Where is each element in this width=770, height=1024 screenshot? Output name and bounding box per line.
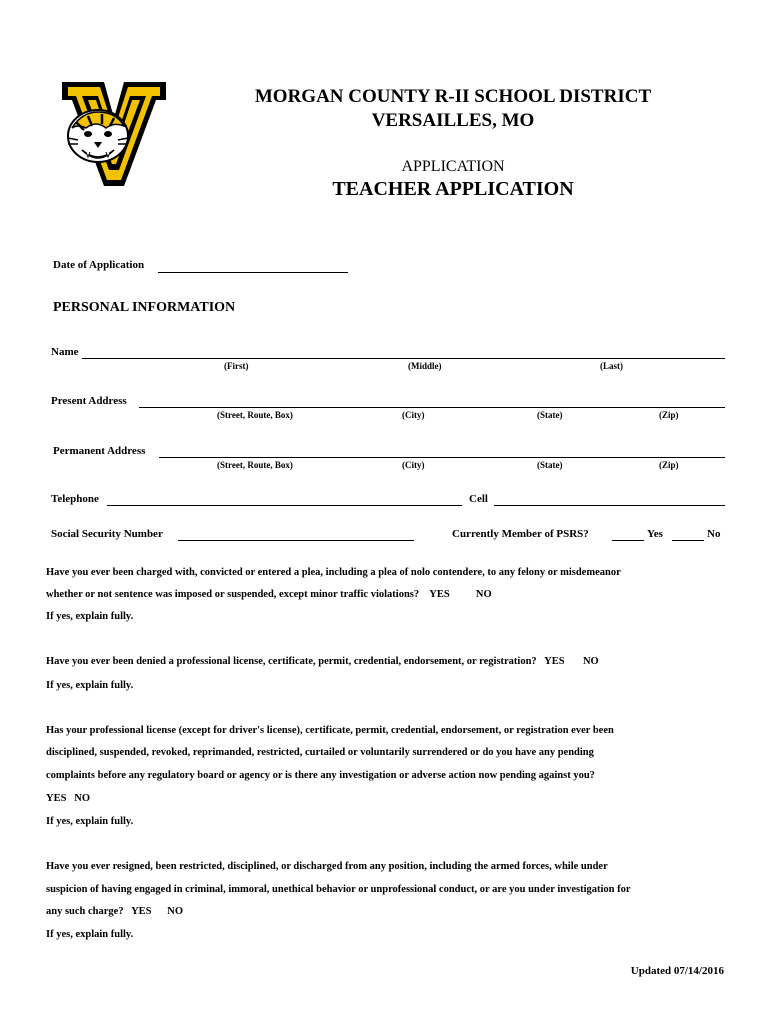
question-1-explain: If yes, explain fully. [46,611,134,622]
ssn-field[interactable] [178,540,414,541]
question-3-line-1: Has your professional license (except for driver's license), certificate, permit, credential, endorsement, or registration ever been [46,725,614,736]
name-middle-caption: (Middle) [408,361,442,371]
question-1-line-1: Have you ever been charged with, convicted or entered a plea, including a plea of nolo contendere, to any felony or misdemeanor [46,567,621,578]
psrs-label: Currently Member of PSRS? [452,528,589,540]
present-address-label: Present Address [51,395,127,407]
permanent-state-caption: (State) [537,460,563,470]
telephone-field[interactable] [107,505,462,506]
present-city-caption: (City) [402,410,425,420]
district-logo-icon [58,78,170,190]
district-name: MORGAN COUNTY R-II SCHOOL DISTRICT [254,86,652,107]
permanent-address-label: Permanent Address [53,445,146,457]
cell-label: Cell [469,493,488,505]
name-label: Name [51,346,79,358]
psrs-no-field[interactable] [672,540,704,541]
question-4-line-1: Have you ever resigned, been restricted, disciplined, or discharged from any position, including the armed forces, while under [46,861,608,872]
document-type: APPLICATION [401,158,505,175]
permanent-zip-caption: (Zip) [659,460,679,470]
question-3-explain: If yes, explain fully. [46,816,134,827]
personal-information-heading: PERSONAL INFORMATION [53,300,236,315]
cell-field[interactable] [494,505,725,506]
question-2-explain: If yes, explain fully. [46,680,134,691]
name-field[interactable] [82,358,725,359]
present-state-caption: (State) [537,410,563,420]
permanent-address-field[interactable] [159,457,725,458]
form-title: TEACHER APPLICATION [332,178,574,200]
question-3-line-3: complaints before any regulatory board or agency or is there any investigation or adverse action now pending against you? [46,770,595,781]
permanent-city-caption: (City) [402,460,425,470]
ssn-label: Social Security Number [51,528,163,540]
psrs-no-label: No [707,528,721,540]
name-last-caption: (Last) [600,361,623,371]
psrs-yes-label: Yes [647,528,663,540]
question-4-line-3: any such charge? YES NO [46,906,183,917]
question-3-line-2: disciplined, suspended, revoked, reprimanded, restricted, curtailed or voluntarily surrendered or do you have any pending [46,747,594,758]
question-3-line-4: YES NO [46,793,91,804]
psrs-yes-field[interactable] [612,540,644,541]
question-2-line-1: Have you ever been denied a professional license, certificate, permit, credential, endorsement, or registration? YES NO [46,656,599,667]
telephone-label: Telephone [51,493,99,505]
name-first-caption: (First) [224,361,249,371]
present-street-caption: (Street, Route, Box) [217,410,293,420]
question-4-explain: If yes, explain fully. [46,929,134,940]
date-of-application-label: Date of Application [53,259,145,271]
question-4-line-2: suspicion of having engaged in criminal, immoral, unethical behavior or unprofessional conduct, or are you under investigation for [46,884,631,895]
updated-date: Updated 07/14/2016 [630,965,724,977]
district-city: VERSAILLES, MO [371,110,535,131]
present-zip-caption: (Zip) [659,410,679,420]
present-address-field[interactable] [139,407,725,408]
question-1-line-2: whether or not sentence was imposed or suspended, except minor traffic violations? YES NO [46,589,492,600]
date-of-application-field[interactable] [158,272,348,273]
permanent-street-caption: (Street, Route, Box) [217,460,293,470]
